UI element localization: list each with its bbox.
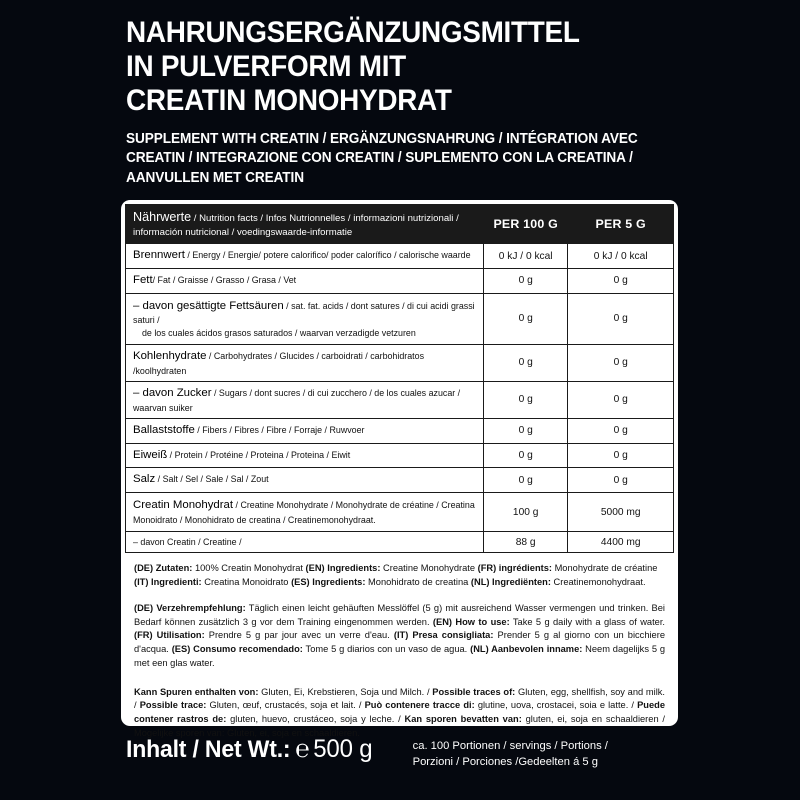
row-name: – davon Creatin / Creatine / xyxy=(133,537,242,548)
row-value-per-5g: 0 g xyxy=(568,344,674,381)
table-row xyxy=(126,268,674,293)
row-name: Eiweiß xyxy=(133,448,168,461)
traces-text-it: glutine, uova, crostacei, soia e latte. / xyxy=(474,700,638,711)
table-row xyxy=(126,493,674,532)
row-value-per-5g: 0 kJ / 0 kcal xyxy=(568,244,674,269)
row-value-per-100g: 100 g xyxy=(483,493,567,532)
product-subtitle-line-3: AANVULLEN MET CREATIN xyxy=(126,169,304,186)
ingredients-label-de: (DE) Zutaten: xyxy=(134,563,193,574)
table-row xyxy=(126,293,674,344)
table-row xyxy=(126,468,674,493)
row-value-per-100g: 0 g xyxy=(483,293,567,344)
table-row xyxy=(126,244,674,269)
usage-label-nl: (NL) Aanbevolen inname: xyxy=(470,644,583,655)
net-weight-amount: 500 g xyxy=(313,735,373,763)
ingredients-label-es: (ES) Ingredients: xyxy=(291,577,366,588)
product-title-line-2: IN PULVERFORM MIT xyxy=(126,49,406,83)
usage-text-nl: Neem dagelijks 5 g met een glas water. xyxy=(134,644,665,668)
ingredients-text-nl: Creatinemonohydraat. xyxy=(550,577,646,588)
row-name: Creatin Monohydrat xyxy=(133,499,234,512)
row-label xyxy=(126,493,484,532)
product-title xyxy=(126,16,647,118)
usage-text-fr: Prendre 5 g par jour avec un verre d'eau. xyxy=(204,630,394,641)
usage-text-en: Take 5 g daily with a glass of water. xyxy=(509,616,665,627)
row-name: Brennwert xyxy=(133,249,185,262)
row-name: – davon Zucker xyxy=(133,386,212,399)
row-label xyxy=(126,244,484,269)
row-translations: / sat. fat. acids / dont satures / di cui acidi grassi saturi / xyxy=(133,300,475,326)
table-row xyxy=(126,381,674,418)
ingredients-text-es: Monohidrato de creatina xyxy=(365,577,471,588)
row-value-per-100g: 0 g xyxy=(483,268,567,293)
row-value-per-5g: 5000 mg xyxy=(568,493,674,532)
servings-line-2: Porzioni / Porciones /Gedeelten á 5 g xyxy=(412,755,598,768)
usage-label-es: (ES) Consumo recomendado: xyxy=(171,644,303,655)
row-value-per-5g: 0 g xyxy=(568,418,674,443)
row-name: Ballaststoffe xyxy=(133,423,195,436)
row-name: Kohlenhydrate xyxy=(133,349,207,362)
traces-label-en: Possible traces of: xyxy=(432,686,516,697)
table-row xyxy=(126,532,674,553)
row-label xyxy=(126,418,484,443)
header-col-per-5g: PER 5 G xyxy=(568,205,674,244)
row-label xyxy=(126,268,484,293)
row-value-per-100g: 0 g xyxy=(483,443,567,468)
usage-label-fr: (FR) Utilisation: xyxy=(134,630,205,641)
row-value-per-100g: 0 kJ / 0 kcal xyxy=(483,244,567,269)
row-value-per-100g: 88 g xyxy=(483,532,567,553)
row-value-per-100g: 0 g xyxy=(483,344,567,381)
table-header-row xyxy=(126,205,674,244)
product-title-line-3: CREATIN MONOHYDRAT xyxy=(126,83,452,117)
header-label-strong: Nährwerte xyxy=(133,210,192,224)
row-translations-2: Monoidrato / Monohidrato de creatina / Creatinemonohydraat. xyxy=(133,514,376,525)
row-label xyxy=(126,293,484,344)
row-translations: / Creatine Monohydrate / Monohydrate de créatine / Creatina xyxy=(233,500,475,511)
table-row xyxy=(126,418,674,443)
row-name: – davon gesättigte Fettsäuren xyxy=(133,299,284,312)
row-value-per-5g: 0 g xyxy=(568,293,674,344)
traces-label-fr: Possible trace: xyxy=(139,700,207,711)
row-translations-2: de los cuales ácidos grasos saturados / waarvan verzadigde vetzuren xyxy=(142,327,416,338)
row-label xyxy=(126,381,484,418)
nutrition-panel xyxy=(121,200,678,738)
traces-text-en: Gluten, egg, shellfish, soy and milk. / xyxy=(134,686,666,711)
row-translations: / Energy / Energie/ potere calorifico/ poder calorífico / calorische waarde xyxy=(184,250,471,261)
servings-line-1: ca. 100 Portionen / servings / Portions / xyxy=(412,740,608,752)
traces-label-es: Puede contener rastros de: xyxy=(134,700,665,725)
usage-text-it: Prender 5 g al giorno con un bicchiere d'acqua. xyxy=(134,630,665,655)
ingredients-label-it: (IT) Ingredienti: xyxy=(134,577,202,588)
row-label xyxy=(126,443,484,468)
ingredients-paragraph xyxy=(125,562,674,590)
ingredients-text-de: 100% Creatin Monohydrat xyxy=(192,563,306,574)
row-value-per-100g: 0 g xyxy=(483,381,567,418)
usage-text-de: Täglich einen leicht gehäuften Messlöffel (5 g) mit ausreichend Wasser vermengen und trinken. Bei Bedarf können zusätzlich 3 g vor dem Training eingenommen werden. xyxy=(134,602,665,627)
row-value-per-5g: 0 g xyxy=(568,268,674,293)
traces-text-fr: Gluten, œuf, crustacés, soja et lait. / xyxy=(206,700,365,711)
product-title-line-1: NAHRUNGSERGÄNZUNGSMITTEL xyxy=(126,16,580,49)
traces-label-de: Kann Spuren enthalten von: xyxy=(134,686,259,697)
ingredients-label-fr: (FR) ingrédients: xyxy=(477,563,552,574)
net-weight-block xyxy=(126,736,686,771)
row-name: Fett xyxy=(133,273,153,286)
ingredients-text-it: Creatina Monoidrato xyxy=(201,577,292,588)
header-label-cell xyxy=(126,205,484,244)
row-value-per-5g: 0 g xyxy=(568,468,674,493)
row-value-per-100g: 0 g xyxy=(483,418,567,443)
row-translations: / Fat / Graisse / Grasso / Grasa / Vet xyxy=(152,274,297,285)
nutrition-facts-table xyxy=(125,204,674,553)
ingredients-text-fr: Monohydrate de créatine xyxy=(551,563,658,574)
net-weight xyxy=(126,736,372,763)
usage-label-en: (EN) How to use: xyxy=(432,616,510,627)
table-row xyxy=(126,443,674,468)
usage-label-de: (DE) Verzehrempfehlung: xyxy=(134,602,246,613)
traces-text-de: Gluten, Ei, Krebstieren, Soja und Milch. / xyxy=(258,686,433,697)
traces-text-es: gluten, huevo, crustáceo, soja y leche. / xyxy=(226,714,405,725)
header-col-per-100g: PER 100 G xyxy=(483,205,567,244)
row-label xyxy=(126,344,484,381)
row-label xyxy=(126,468,484,493)
product-subtitle-line-1: SUPPLEMENT WITH CREATIN / ERGÄNZUNGSNAHRUNG / INTÉGRATION AVEC xyxy=(126,130,638,147)
row-value-per-5g: 4400 mg xyxy=(568,532,674,553)
net-weight-label: Inhalt / Net Wt.: xyxy=(126,736,291,763)
row-value-per-100g: 0 g xyxy=(483,468,567,493)
row-translations: / Salt / Sel / Sale / Sal / Zout xyxy=(155,474,269,485)
header-label-rest-2: información nutricional / voedingswaarde-informatie xyxy=(133,227,353,239)
ingredients-text-en: Creatine Monohydrate xyxy=(380,563,478,574)
usage-label-it: (IT) Presa consigliata: xyxy=(393,630,494,641)
usage-text-es: Tome 5 g diarios con un vaso de agua. xyxy=(302,644,471,655)
row-translations: / Sugars / dont sucres / di cui zucchero / de los cuales azucar / waarvan suiker xyxy=(133,387,461,413)
product-subtitle xyxy=(126,130,652,189)
usage-paragraph xyxy=(125,602,674,671)
header-label-rest-1: / Nutrition facts / Infos Nutrionnelles / informazioni nutrizionali / xyxy=(191,213,459,224)
table-row xyxy=(126,344,674,381)
ingredients-label-nl: (NL) Ingrediënten: xyxy=(470,577,551,588)
row-name: Salz xyxy=(133,473,156,486)
traces-label-it: Può contenere tracce di: xyxy=(364,700,475,711)
row-translations: / Protein / Protéine / Proteina / Proteina / Eiwit xyxy=(167,449,351,460)
ingredients-label-en: (EN) Ingredients: xyxy=(305,563,381,574)
product-subtitle-line-2: CREATIN / INTEGRAZIONE CON CREATIN / SUPLEMENTO CON LA CREATINA / xyxy=(126,150,633,167)
row-value-per-5g: 0 g xyxy=(568,381,674,418)
title-block xyxy=(126,16,686,188)
traces-label-nl: Kan sporen bevatten van: xyxy=(404,714,522,725)
traces-text-nl: gluten, ei, soja en schaaldieren / Mogelijke sporen van: Gluten, ei, soja en schaaldieren. xyxy=(134,714,665,738)
servings-info xyxy=(413,739,608,771)
row-value-per-5g: 0 g xyxy=(568,443,674,468)
estimated-sign-icon: ℮ xyxy=(295,736,310,763)
row-translations: / Fibers / Fibres / Fibre / Forraje / Ruwvoer xyxy=(194,424,365,435)
row-label xyxy=(126,532,484,553)
row-translations: / Carbohydrates / Glucides / carboidrati / carbohidratos /koolhydraten xyxy=(133,350,425,376)
allergen-traces-paragraph xyxy=(125,686,674,741)
